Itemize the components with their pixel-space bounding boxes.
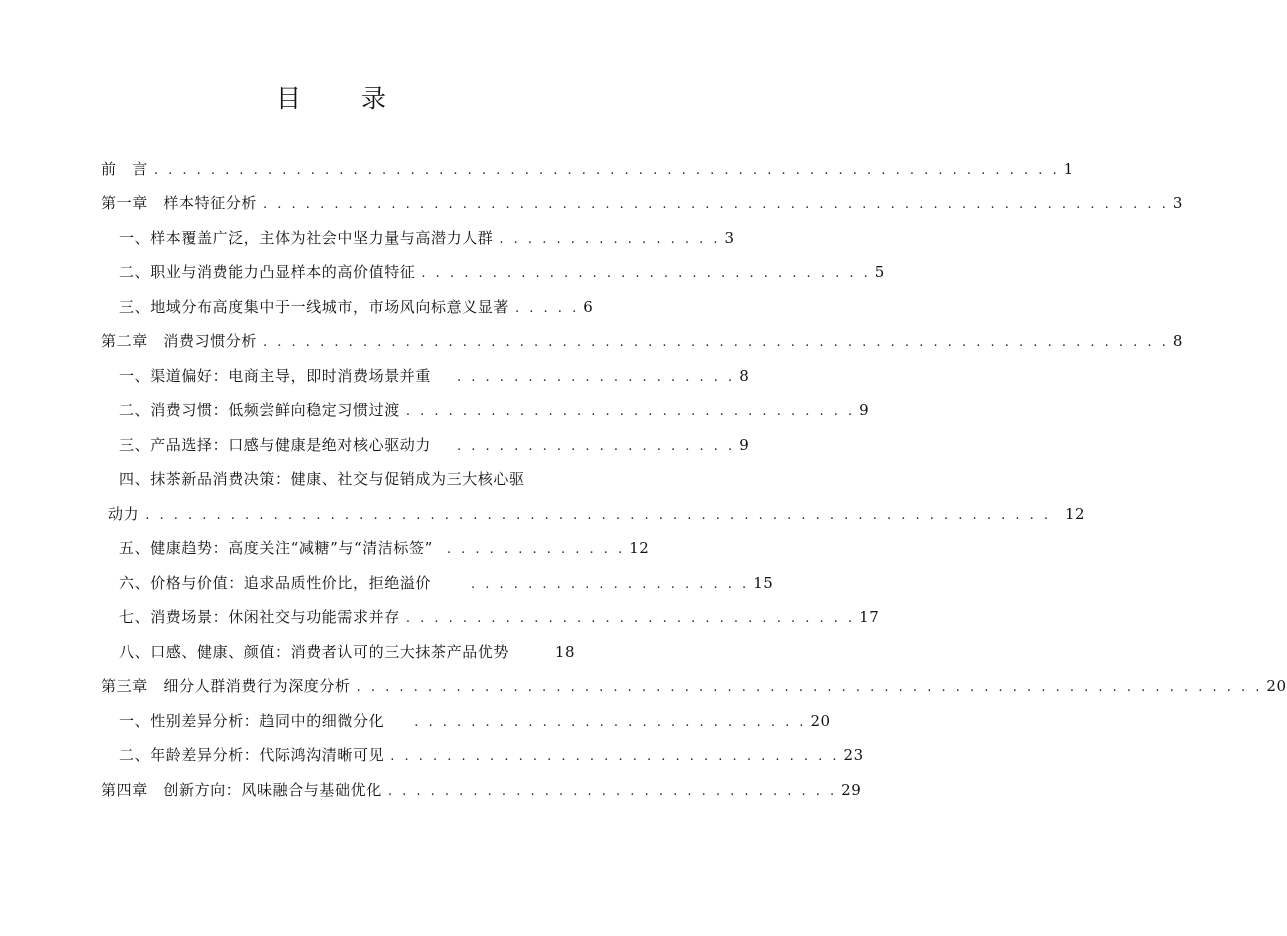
toc-entry-3-2[interactable] xyxy=(119,743,864,767)
toc-entry-label: 前 言 xyxy=(101,160,148,178)
toc-page-number: 3 xyxy=(724,229,735,247)
toc-entry-label: 二、年龄差异分析：代际鸿沟清晰可见 xyxy=(119,746,385,764)
toc-page-number: 8 xyxy=(739,367,750,385)
toc-entry-chapter-1[interactable] xyxy=(101,191,1183,215)
toc-page-number: 12 xyxy=(629,539,650,557)
toc-page-number: 5 xyxy=(874,263,885,281)
toc-page-number: 8 xyxy=(1172,332,1183,350)
toc-entry-label: 一、性别差异分析：趋同中的细微分化 xyxy=(119,712,385,730)
dot-leader: . . . . . . . . . . . . . . . . . . . . . . . . . . . . . . . . xyxy=(405,611,856,626)
toc-page-number: 15 xyxy=(753,574,774,592)
toc-entry-2-8[interactable] xyxy=(119,640,575,664)
dot-leader: . . . . . . . . . . . . . . . . . . . . . . . . . . . . . . . . . . . . . . . . . . . . . . . . . . . . . . . . . . . . . . . . xyxy=(263,197,1169,212)
page-title: 目 录 xyxy=(276,84,412,113)
toc-entry-label: 二、职业与消费能力凸显样本的高价值特征 xyxy=(119,263,416,281)
dot-leader: . . . . . . . . . . . . . . . . . . . . xyxy=(457,370,736,385)
toc-page-number: 3 xyxy=(1172,194,1183,212)
dot-leader: . . . . . . . . . . . . . xyxy=(446,542,626,557)
dot-leader: . . . . . . . . . . . . . . . . . . . . . . . . . . . . xyxy=(414,715,807,730)
toc-entry-label: 三、地域分布高度集中于一线城市，市场风向标意义显著 xyxy=(119,298,510,316)
toc-entry-preface[interactable] xyxy=(101,157,1074,181)
toc-page-number: 12 xyxy=(1065,505,1086,523)
toc-entry-label: 三、产品选择：口感与健康是绝对核心驱动力 xyxy=(119,436,432,454)
toc-page-number: 20 xyxy=(1266,677,1287,695)
dot-leader: . . . . . . . . . . . . . . . . . . . . . . . . . . . . . . . . . . . . . . . . . . . . . . . . . . . . . . . . . . . . . . . . xyxy=(263,335,1169,350)
toc-page-number: 20 xyxy=(810,712,831,730)
toc-entry-3-1[interactable] xyxy=(119,709,831,733)
toc-entry-2-4-label[interactable]: 四、抹茶新品消费决策：健康、社交与促销成为三大核心驱 xyxy=(119,470,525,488)
toc-page-number: 9 xyxy=(859,401,870,419)
toc-page-number: 29 xyxy=(841,781,862,799)
toc-entry-1-3[interactable] xyxy=(119,295,594,319)
toc-page-number: 17 xyxy=(859,608,880,626)
toc-entry-2-4[interactable] xyxy=(108,502,1086,526)
toc-entry-chapter-4[interactable] xyxy=(101,778,862,802)
toc-entry-label: 八、口感、健康、颜值：消费者认可的三大抹茶产品优势 xyxy=(119,643,510,661)
dot-leader: . . . . . . . . . . . . . . . . . . . . . . . . . . . . . . . . . . . . . . . . . . . . . . . . . . . . . . . . . . . . . . . . xyxy=(356,680,1263,695)
toc-entry-2-1[interactable] xyxy=(119,364,750,388)
toc-entry-label: 第三章 细分人群消费行为深度分析 xyxy=(101,677,351,695)
dot-leader: . . . . . . . . . . . . . . . . . . . . . . . . . . . . . . . . xyxy=(405,404,856,419)
toc-entry-label: 六、价格与价值：追求品质性价比，拒绝溢价 xyxy=(119,574,432,592)
dot-leader: . . . . . . . . . . . . . . . . . . . . . . . . . . . . . . . . . . . . . . . . . . . . . . . . . . . . . . . . . . . . . . . . xyxy=(153,163,1060,178)
toc-entry-1-2[interactable] xyxy=(119,260,885,284)
dot-leader: . . . . . . . . . . . . . . . . . . . . xyxy=(471,577,750,592)
toc-entry-2-2[interactable] xyxy=(119,398,870,422)
toc-entry-chapter-3[interactable] xyxy=(101,674,1287,698)
toc-entry-label: 一、渠道偏好：电商主导，即时消费场景并重 xyxy=(119,367,432,385)
toc-entry-label: 二、消费习惯：低频尝鲜向稳定习惯过渡 xyxy=(119,401,400,419)
toc-page-number: 1 xyxy=(1063,160,1074,178)
toc-page-number: 6 xyxy=(583,298,594,316)
toc-entry-2-6[interactable] xyxy=(119,571,774,595)
dot-leader: . . . . . . . . . . . . . . . . . . . . . . . . . . . . . . . . . . . . . . . . . . . . . . . . . . . . . . . . . . . . . . . . xyxy=(145,508,1052,523)
toc-entry-chapter-2[interactable] xyxy=(101,329,1183,353)
dot-leader: . . . . . . . . . . . . . . . . . . . . . . . . . . . . . . . . xyxy=(390,749,840,764)
dot-leader: . . . . . xyxy=(515,301,580,316)
toc-page-number: 9 xyxy=(739,436,750,454)
dot-leader: . . . . . . . . . . . . . . . . . . . . . . . . . . . . . . . . xyxy=(421,266,871,281)
toc-entry-1-1[interactable] xyxy=(119,226,735,250)
toc-entry-2-5[interactable] xyxy=(119,536,650,560)
toc-page-number: 23 xyxy=(843,746,864,764)
dot-leader: . . . . . . . . . . . . . . . . . . . . xyxy=(457,439,736,454)
toc-entry-label: 第一章 样本特征分析 xyxy=(101,194,258,212)
toc-entry-2-7[interactable] xyxy=(119,605,880,629)
dot-leader: . . . . . . . . . . . . . . . . xyxy=(499,232,721,247)
toc-entry-label: 第四章 创新方向：风味融合与基础优化 xyxy=(101,781,382,799)
toc-entry-label: 五、健康趋势：高度关注“减糖”与“清洁标签” xyxy=(119,539,433,557)
toc-entry-label: 第二章 消费习惯分析 xyxy=(101,332,258,350)
toc-page-number: 18 xyxy=(554,643,575,661)
toc-entry-label: 一、样本覆盖广泛，主体为社会中坚力量与高潜力人群 xyxy=(119,229,494,247)
dot-leader: . . . . . . . . . . . . . . . . . . . . . . . . . . . . . . . . xyxy=(387,784,838,799)
toc-entry-2-3[interactable] xyxy=(119,433,750,457)
toc-entry-label-continued: 动力 xyxy=(108,505,140,523)
toc-entry-label: 七、消费场景：休闲社交与功能需求并存 xyxy=(119,608,400,626)
